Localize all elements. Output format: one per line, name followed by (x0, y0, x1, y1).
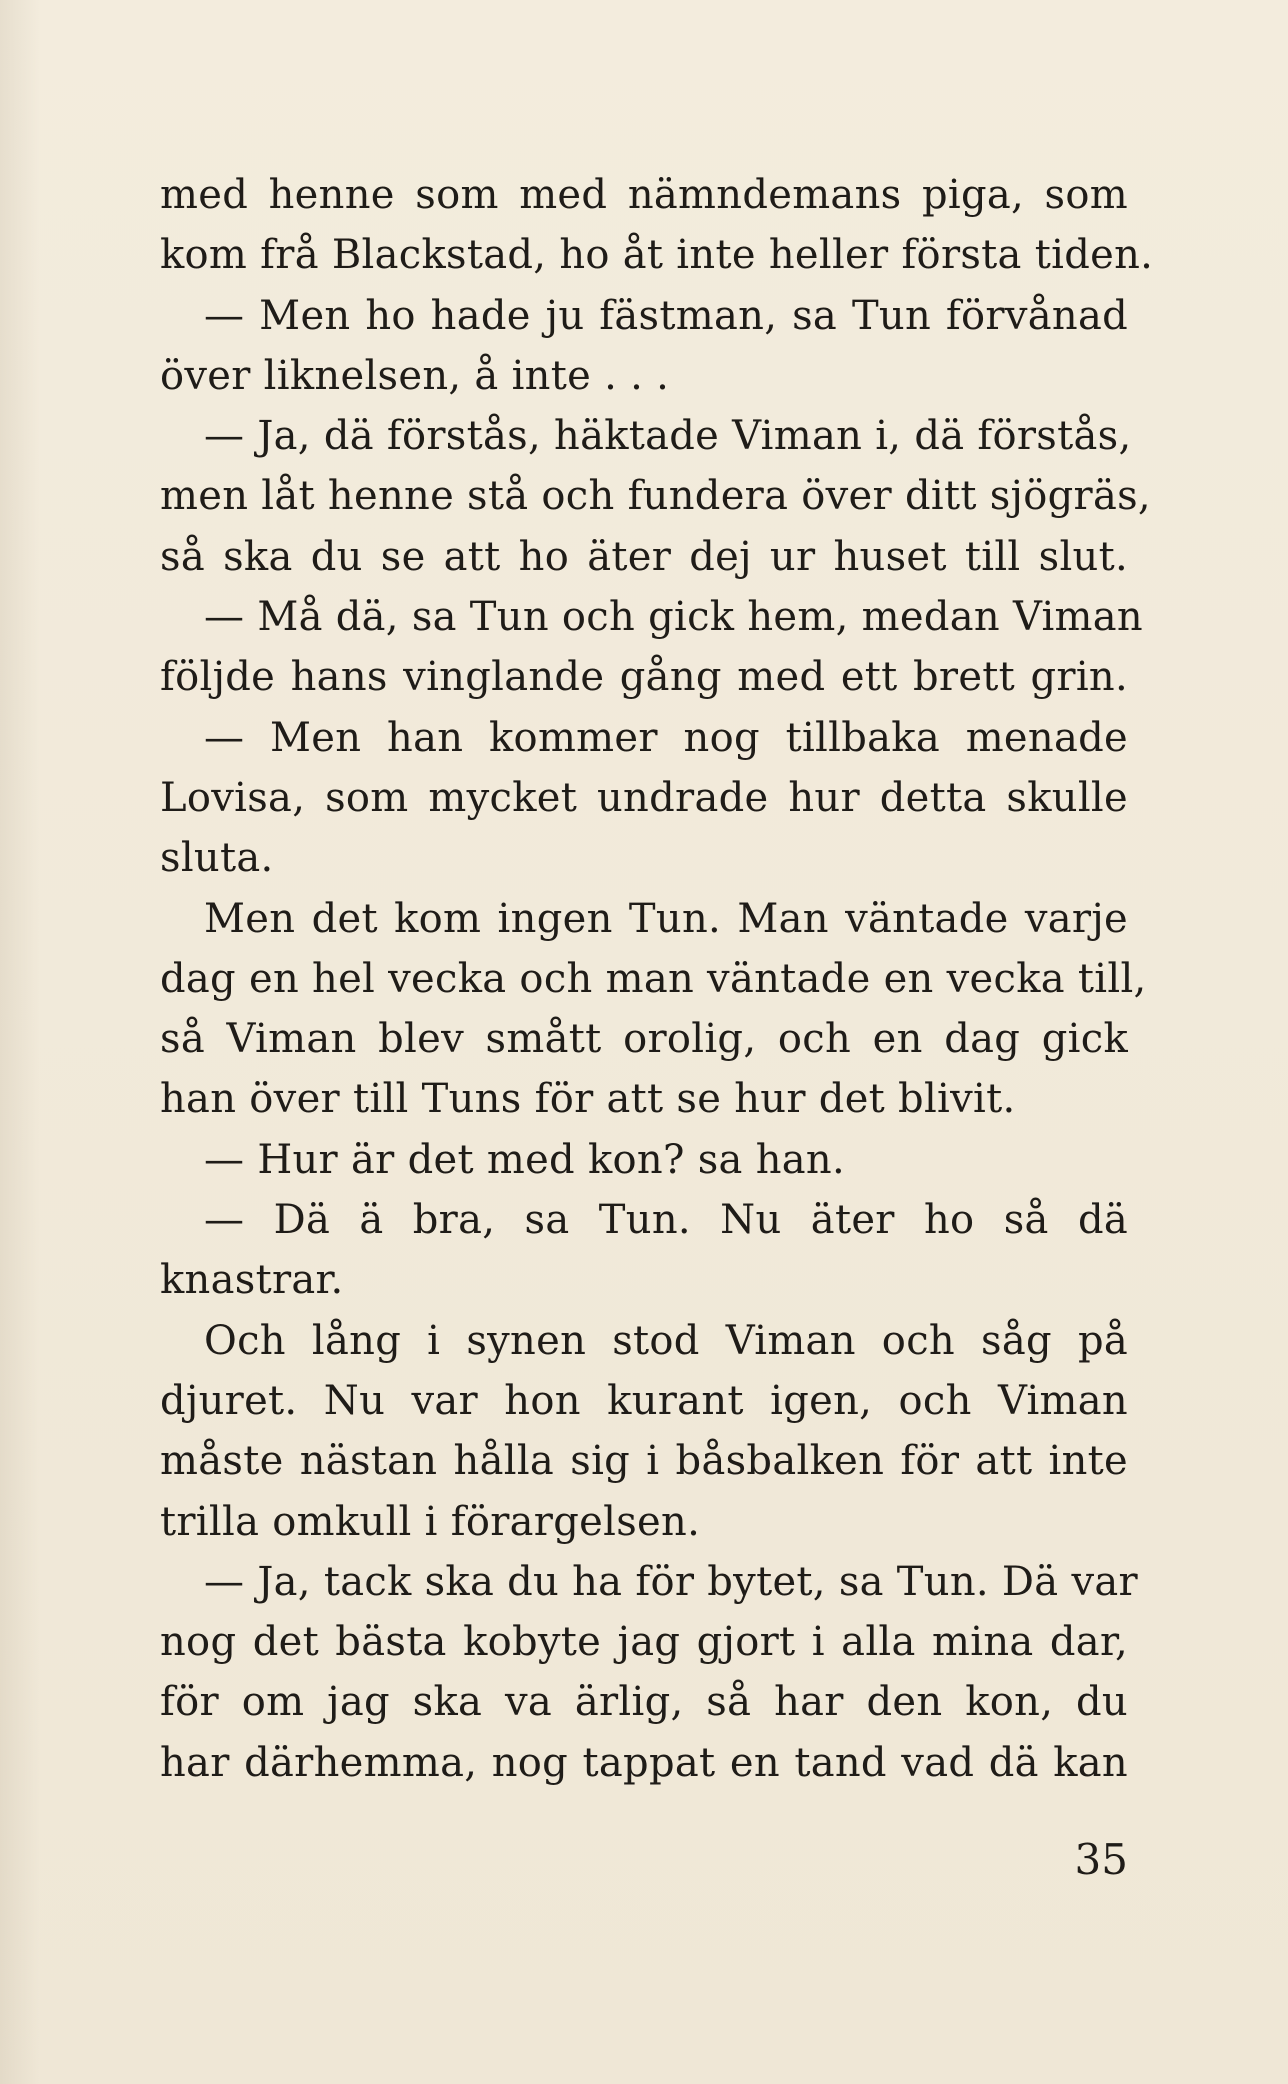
text-line: för om jag ska va ärlig, så har den kon, du (160, 1679, 1128, 1726)
body-text (160, 165, 1154, 1793)
text-line: har därhemma, nog tappat en tand vad dä kan (160, 1739, 1128, 1786)
text-line: djuret. Nu var hon kurant igen, och Viman (160, 1377, 1128, 1424)
text-line: knastrar. (160, 1257, 344, 1304)
text-line: med henne som med nämndemans piga, som (160, 172, 1128, 218)
text-line: sluta. (160, 835, 274, 882)
text-line: Och lång i synen stod Viman och såg på (204, 1317, 1128, 1364)
text-line: så ska du se att ho äter dej ur huset till slut. (160, 533, 1128, 580)
text-line: — Men ho hade ju fästman, sa Tun förvånad (204, 292, 1128, 339)
text-line: — Hur är det med kon? sa han. (204, 1136, 845, 1183)
text-line: men låt henne stå och fundera över ditt sjögräs, (160, 473, 1151, 520)
text-line: kom frå Blackstad, ho åt inte heller första tiden. (160, 232, 1154, 279)
text-line: nog det bästa kobyte jag gjort i alla mina dar, (160, 1619, 1128, 1666)
text-line: Lovisa, som mycket undrade hur detta skulle (160, 774, 1128, 821)
text-line: Men det kom ingen Tun. Man väntade varje (204, 895, 1128, 942)
text-line: — Men han kommer nog tillbaka menade (204, 714, 1128, 761)
page-number: 35 (1074, 1835, 1128, 1884)
text-line: han över till Tuns för att se hur det blivit. (160, 1076, 1016, 1123)
text-line: följde hans vinglande gång med ett brett grin. (160, 654, 1128, 701)
text-line: — Dä ä bra, sa Tun. Nu äter ho så dä (204, 1197, 1128, 1244)
text-line: trilla omkull i förargelsen. (160, 1498, 701, 1545)
text-line: — Må dä, sa Tun och gick hem, medan Viman (204, 594, 1143, 641)
text-line: över liknelsen, å inte . . . (160, 352, 670, 399)
text-line: — Ja, tack ska du ha för bytet, sa Tun. Dä var (204, 1558, 1138, 1605)
text-line: så Viman blev smått orolig, och en dag gick (160, 1016, 1128, 1063)
text-line: dag en hel vecka och man väntade en vecka till, (160, 955, 1147, 1002)
text-line: måste nästan hålla sig i båsbalken för att inte (160, 1438, 1128, 1485)
text-line: — Ja, dä förstås, häktade Viman i, dä förstås, (204, 413, 1132, 460)
